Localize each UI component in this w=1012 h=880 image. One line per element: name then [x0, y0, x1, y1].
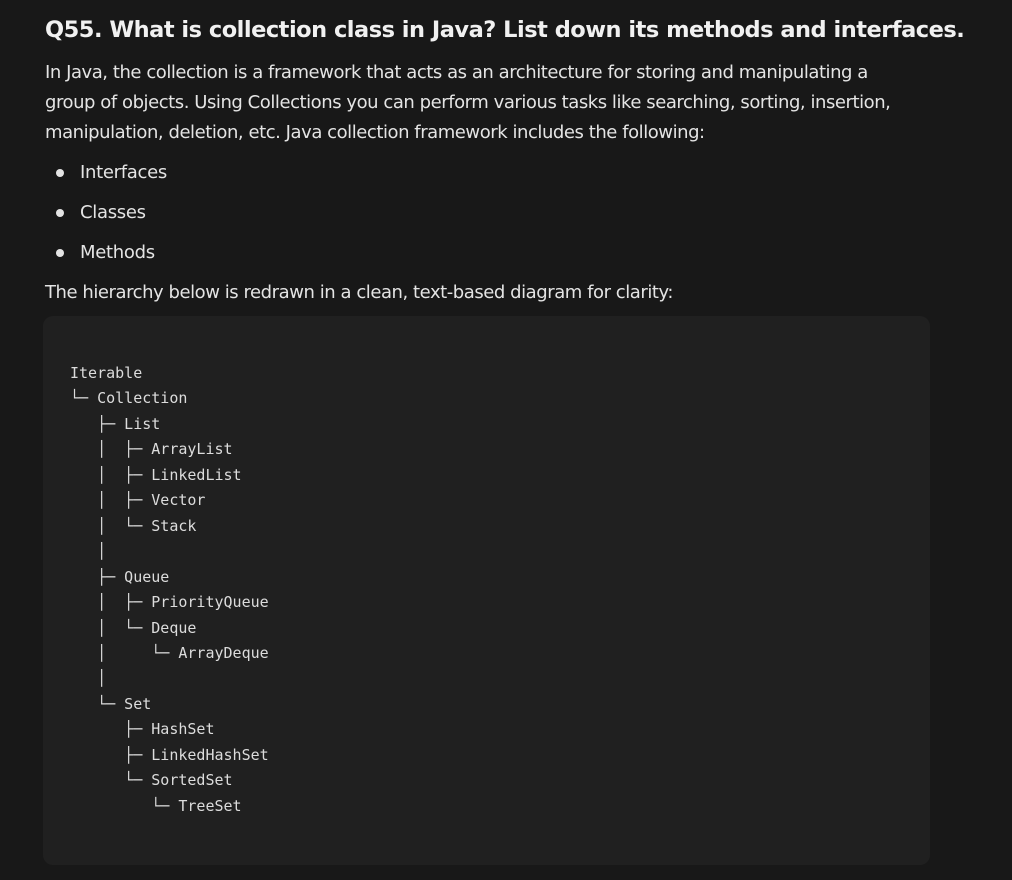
- intro-line: manipulation, deletion, etc. Java collection framework includes the following:: [45, 122, 705, 143]
- code-line: └─ Collection: [70, 389, 188, 408]
- code-line: │: [70, 669, 107, 688]
- list-item: [45, 238, 167, 278]
- list-item: [45, 158, 167, 198]
- code-line: │ ├─ LinkedList: [70, 465, 242, 484]
- code-line: └─ TreeSet: [70, 796, 242, 815]
- code-line: ├─ HashSet: [70, 720, 215, 739]
- intro-paragraph: [45, 58, 945, 148]
- code-block[interactable]: [43, 316, 930, 865]
- code-line: Iterable: [70, 364, 143, 382]
- list-item-label: Methods: [80, 242, 155, 263]
- code-line: │ └─ Deque: [70, 618, 197, 637]
- code-line: └─ SortedSet: [70, 771, 233, 790]
- bullet-icon: [56, 249, 64, 257]
- code-line: │: [70, 542, 107, 561]
- intro-line: In Java, the collection is a framework that acts as an architecture for storing and manipulating a: [45, 62, 868, 83]
- framework-components-list: [45, 158, 167, 278]
- code-line: │ └─ ArrayDeque: [70, 643, 269, 662]
- bullet-icon: [56, 169, 64, 177]
- code-line: ├─ List: [70, 414, 161, 433]
- diagram-lead-text: The hierarchy below is redrawn in a clean, text-based diagram for clarity:: [45, 282, 673, 303]
- code-line: │ ├─ Vector: [70, 491, 206, 510]
- hierarchy-diagram[interactable]: [70, 361, 269, 819]
- code-line: │ └─ Stack: [70, 516, 197, 535]
- code-line: │ ├─ PriorityQueue: [70, 593, 269, 612]
- list-item-label: Interfaces: [80, 162, 167, 183]
- bullet-icon: [56, 209, 64, 217]
- list-item: [45, 198, 167, 238]
- question-title: Q55. What is collection class in Java? List down its methods and interfaces.: [45, 17, 965, 43]
- code-line: │ ├─ ArrayList: [70, 440, 233, 459]
- list-item-label: Classes: [80, 202, 146, 223]
- code-line: └─ Set: [70, 694, 152, 713]
- code-line: ├─ Queue: [70, 567, 170, 586]
- code-line: ├─ LinkedHashSet: [70, 745, 269, 764]
- intro-line: group of objects. Using Collections you can perform various tasks like searching, sorting, insertion,: [45, 92, 891, 113]
